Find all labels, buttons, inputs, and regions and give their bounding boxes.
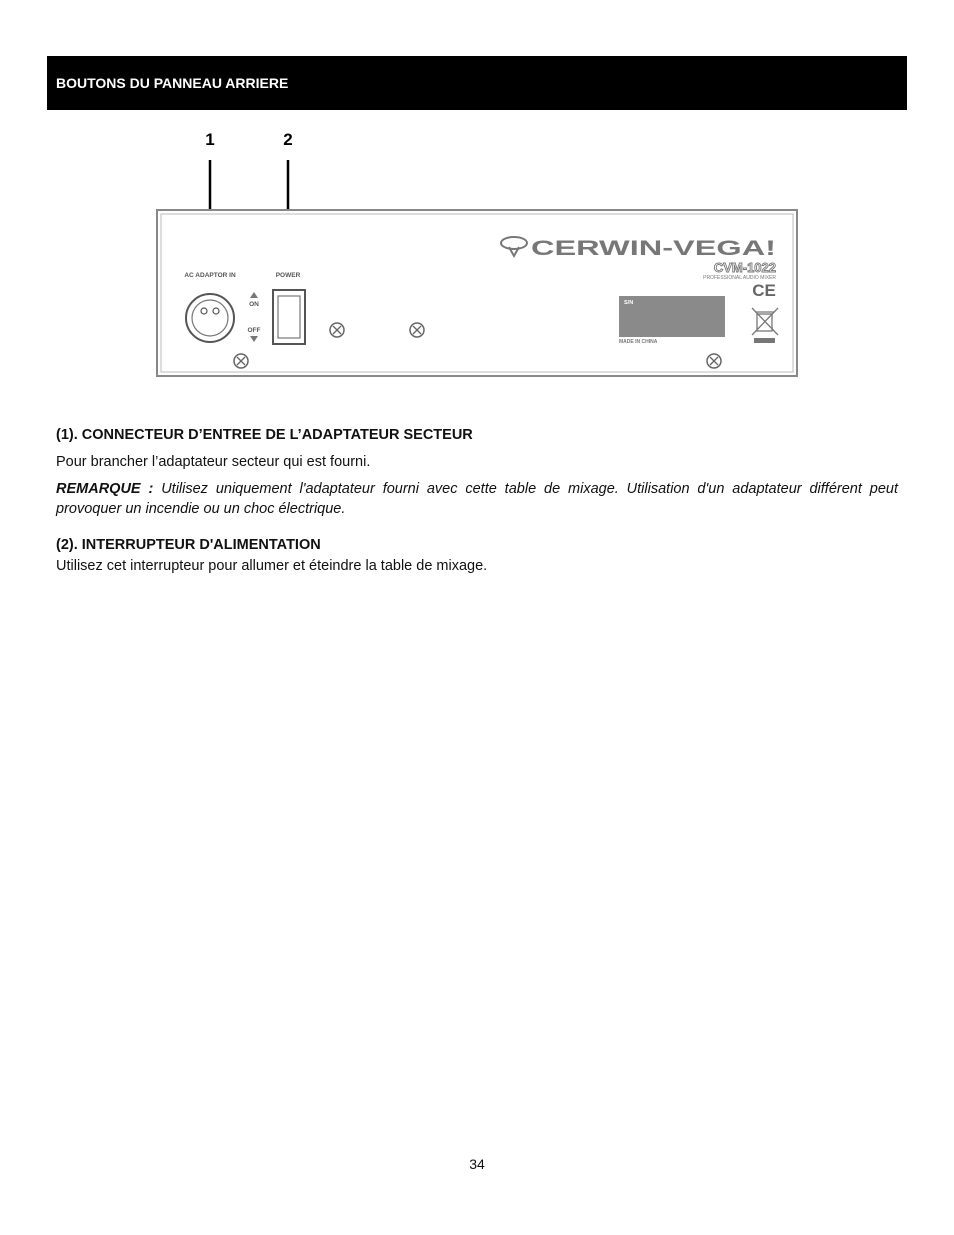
- section-2-heading: (2). INTERRUPTEUR D'ALIMENTATION: [56, 537, 321, 553]
- serial-plate: [619, 296, 725, 337]
- power-off-label: OFF: [247, 327, 261, 334]
- page-number: 34: [469, 1156, 485, 1172]
- callout-1: 1: [205, 130, 215, 149]
- made-in-label: MADE IN CHINA: [619, 339, 658, 345]
- model-name: CVM-1022: [713, 260, 776, 275]
- model-subtitle: PROFESSIONAL AUDIO MIXER: [703, 275, 776, 281]
- power-on-label: ON: [249, 301, 259, 308]
- power-label: POWER: [275, 272, 301, 279]
- brand-logo: [501, 237, 776, 260]
- ce-mark: CE: [752, 281, 776, 300]
- section-header-bar: [47, 56, 907, 110]
- rear-panel-figure: [150, 122, 810, 387]
- ac-adaptor-label: AC ADAPTOR IN: [184, 272, 236, 279]
- callout-2: 2: [283, 130, 293, 149]
- ac-connector: [186, 294, 234, 342]
- serial-label: S/N: [624, 300, 634, 306]
- section-2-body: Utilisez cet interrupteur pour allumer et éteindre la table de mixage.: [56, 558, 488, 574]
- note-label: REMARQUE :: [56, 481, 154, 497]
- section-1-heading: (1). CONNECTEUR D’ENTREE DE L’ADAPTATEUR SECTEUR: [56, 427, 473, 443]
- panel-outline: [157, 210, 797, 376]
- section-1-body: Pour brancher l’adaptateur secteur qui est fourni.: [56, 454, 371, 470]
- section-title: BOUTONS DU PANNEAU ARRIERE: [56, 75, 289, 91]
- section-1-note: [56, 479, 898, 519]
- brand-name: CERWIN-VEGA!: [531, 237, 776, 260]
- rear-panel-diagram: [150, 122, 810, 387]
- note-text: Utilisez uniquement l'adaptateur fourni avec cette table de mixage. Utilisation d'un adaptateur différent peut provoquer un incendie ou un choc électrique.: [56, 481, 898, 517]
